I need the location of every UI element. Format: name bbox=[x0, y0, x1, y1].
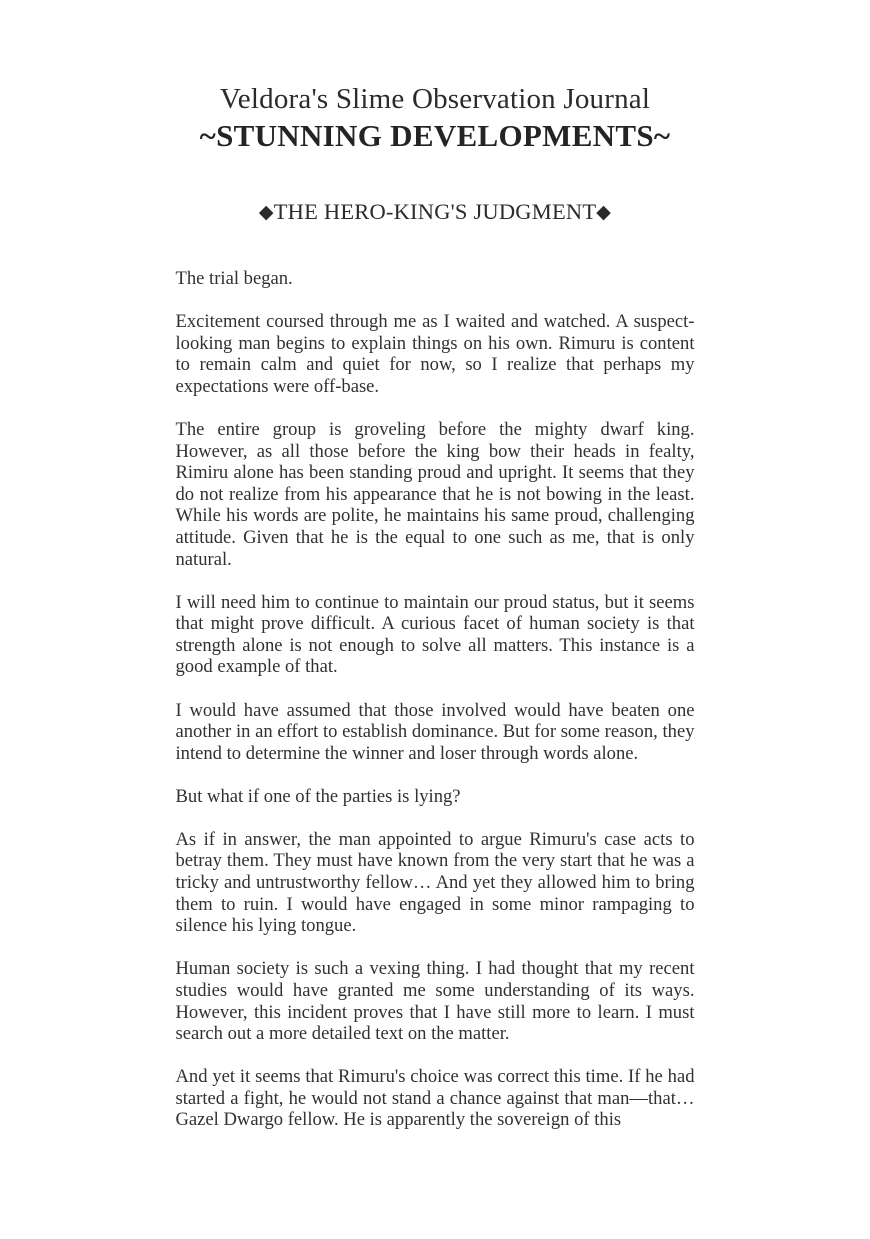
journal-title bbox=[0, 82, 870, 154]
body-paragraph: I will need him to continue to maintain our proud status, but it seems that might prove difficult. A curious facet of human society is that strength alone is not enough to solve all matters. This instance is a good example of that. bbox=[175, 591, 695, 678]
diamond-icon-left: ◆ bbox=[258, 202, 274, 223]
body-paragraph: And yet it seems that Rimuru's choice was correct this time. If he had started a fight, he would not stand a chance against that man—that…Gazel Dwargo fellow. He is apparently the sovereign of this bbox=[175, 1066, 695, 1131]
body-paragraph: As if in answer, the man appointed to argue Rimuru's case acts to betray them. They must have known from the very start that he was a tricky and untrustworthy fellow… And yet they allowed him to bring them to ruin. I would have engaged in some minor rampaging to silence his lying tongue. bbox=[175, 828, 695, 937]
body-paragraph: The trial began. bbox=[175, 268, 293, 289]
journal-title-line-1: Veldora's Slime Observation Journal bbox=[219, 83, 651, 115]
body-paragraph: I would have assumed that those involved would have beaten one another in an effort to establish dominance. But for some reason, they intend to determine the winner and loser through words alone. bbox=[175, 699, 695, 764]
body-paragraph: The entire group is groveling before the mighty dwarf king. However, as all those before the king bow their heads in fealty, Rimiru alone has been standing proud and upright. It seems that they do not realize from his appearance that he is not bowing in the least. While his words are polite, he maintains his same proud, challenging attitude. Given that he is the equal to one such as me, that is only natural. bbox=[175, 418, 695, 570]
diamond-icon-right: ◆ bbox=[596, 202, 612, 223]
section-heading bbox=[0, 199, 870, 227]
journal-title-line-2: ~STUNNING DEVELOPMENTS~ bbox=[199, 118, 671, 153]
body-paragraph: Excitement coursed through me as I waited and watched. A suspect-looking man begins to explain things on his own. Rimuru is content to remain calm and quiet for now, so I realize that perhaps my expectations were off-base. bbox=[175, 311, 695, 397]
body-paragraph: But what if one of the parties is lying? bbox=[175, 785, 461, 807]
body-paragraph: Human society is such a vexing thing. I had thought that my recent studies would have granted me some understanding of its ways. However, this incident proves that I have still more to learn. I must search out a more detailed text on the matter. bbox=[175, 958, 695, 1045]
section-heading-text: THE HERO-KING'S JUDGMENT bbox=[273, 199, 597, 224]
body-text bbox=[176, 268, 695, 1131]
